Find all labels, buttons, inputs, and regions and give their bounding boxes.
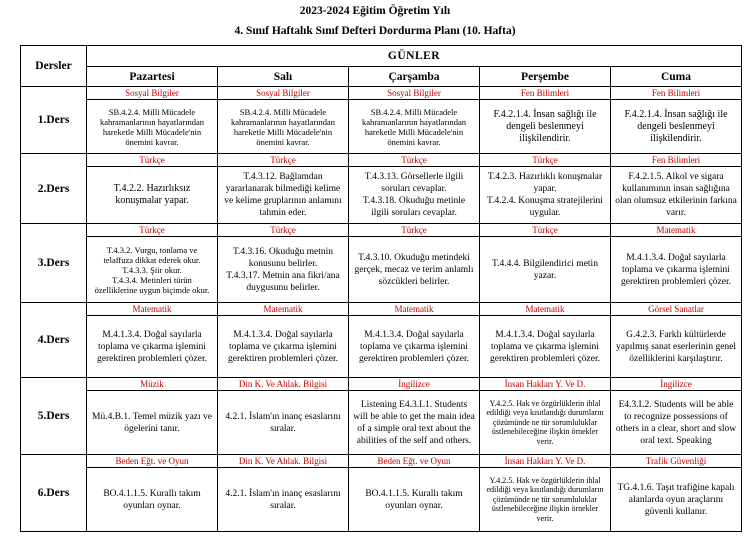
plan-cell bbox=[349, 378, 480, 455]
objective-text: F.4.2.1.4. İnsan sağlığı ile dengeli beslenmeyi ilişkilendirir. bbox=[493, 108, 597, 144]
subject-label: İngilizce bbox=[349, 378, 479, 391]
subject-label: Sosyal Bilgiler bbox=[87, 87, 217, 100]
objective-text: M.4.1.3.4. Doğal sayılarla toplama ve çıkarma işlemini gerektiren problemleri çözer. bbox=[97, 329, 207, 364]
objective-text: T.4.3.12. Bağlamdan yararlanarak bilmediği kelime ve kelime gruplarının anlamını tahmin eder. bbox=[224, 172, 342, 218]
subject-label: Türkçe bbox=[218, 224, 348, 237]
objective-text: T.4.3.10. Okuduğu metindeki gerçek, mecaz ve terim anlamlı sözcükleri belirler. bbox=[354, 252, 474, 287]
lesson-label: 6.Ders bbox=[21, 455, 87, 532]
header-day-monday: Pazartesi bbox=[87, 67, 218, 87]
objective-text: T.4.2.3. Hazırlıklı konuşmalar yapar. T.4.2.4. Konuşma stratejilerini uygular. bbox=[487, 172, 603, 218]
plan-cell bbox=[349, 455, 480, 532]
plan-cell bbox=[218, 87, 349, 154]
plan-cell bbox=[611, 378, 742, 455]
header-day-thursday: Perşembe bbox=[480, 67, 611, 87]
table-row bbox=[21, 154, 742, 224]
lesson-label: 2.Ders bbox=[21, 154, 87, 224]
subject-label: Türkçe bbox=[480, 224, 610, 237]
subject-label: Matematik bbox=[349, 303, 479, 316]
document-subtitle: 4. Sınıf Haftalık Sınıf Defteri Dordurma Planı (10. Hafta) bbox=[234, 25, 516, 37]
objective-text: M.4.1.3.4. Doğal sayılarla toplama ve çıkarma işlemini gerektiren problemleri çözer. bbox=[490, 329, 600, 364]
objective-text: Y.4.2.5. Hak ve özgürlüklerin ihlal edildiği veya kısıtlandığı durumların çözümünde ne tür sorumluluklar üstlenebileceğine ilişkin örnekler verir. bbox=[486, 475, 604, 523]
document-title: 2023-2024 Eğitim Öğretim Yılı bbox=[299, 5, 451, 17]
header-days-group: GÜNLER bbox=[87, 46, 742, 67]
subject-label: Din K. Ve Ahlak. Bilgisi bbox=[218, 455, 348, 468]
header-day-friday: Cuma bbox=[611, 67, 742, 87]
objective-text: 4.2.1. İslam'ın inanç esaslarını sıralar. bbox=[225, 411, 341, 434]
header-day-wednesday: Çarşamba bbox=[349, 67, 480, 87]
subject-label: Türkçe bbox=[87, 224, 217, 237]
objective-text: T.4.2.2. Hazırlıksız konuşmalar yapar. bbox=[113, 183, 191, 206]
subject-label: Fen Bilimleri bbox=[611, 87, 741, 100]
plan-cell bbox=[87, 154, 218, 224]
plan-cell bbox=[480, 87, 611, 154]
subject-label: Din K. Ve Ahlak. Bilgisi bbox=[218, 378, 348, 391]
plan-cell bbox=[218, 378, 349, 455]
plan-cell bbox=[349, 224, 480, 303]
lesson-label: 3.Ders bbox=[21, 224, 87, 303]
header-lessons: Dersler bbox=[21, 46, 87, 87]
subject-label: Türkçe bbox=[349, 154, 479, 167]
objective-text: TG.4.1.6. Taşıt trafiğine kapalı alanlarda oyun araçlarını güvenli kullanır. bbox=[617, 482, 735, 517]
plan-cell bbox=[218, 154, 349, 224]
objective-text: G.4.2.3. Farklı kültürlerde yapılmış sanat eserlerinin genel özelliklerini karşılaştırır. bbox=[615, 329, 737, 364]
subject-label: Müzik bbox=[87, 378, 217, 391]
subject-label: Türkçe bbox=[87, 154, 217, 167]
plan-cell bbox=[218, 224, 349, 303]
plan-cell bbox=[349, 154, 480, 224]
subject-label: Beden Eğt. ve Oyun bbox=[87, 455, 217, 468]
plan-cell bbox=[611, 154, 742, 224]
plan-cell bbox=[480, 455, 611, 532]
objective-text: E4.3.L2. Students will be able to recognize possessions of others in a clear, short and slow oral text. Speaking bbox=[615, 399, 737, 446]
objective-text: Y.4.2.5. Hak ve özgürlüklerin ihlal edildiği veya kısıtlandığı durumların çözümünde ne tür sorumluluklar üstlenebileceğine ilişkin örnekler verir. bbox=[486, 398, 604, 446]
lesson-label: 5.Ders bbox=[21, 378, 87, 455]
plan-cell bbox=[87, 87, 218, 154]
lesson-label: 4.Ders bbox=[21, 303, 87, 378]
subject-label: Türkçe bbox=[480, 154, 610, 167]
plan-cell bbox=[480, 224, 611, 303]
plan-cell bbox=[87, 303, 218, 378]
plan-cell bbox=[611, 455, 742, 532]
plan-cell bbox=[349, 303, 480, 378]
plan-cell bbox=[480, 154, 611, 224]
objective-text: M.4.1.3.4. Doğal sayılarla toplama ve çıkarma işlemini gerektiren problemleri çözer. bbox=[621, 252, 731, 287]
table-row bbox=[21, 87, 742, 154]
subject-label: Beden Eğt. ve Oyun bbox=[349, 455, 479, 468]
objective-text: BO.4.1.1.5. Kurallı takım oyunları oynar. bbox=[103, 488, 201, 511]
subject-label: Sosyal Bilgiler bbox=[349, 87, 479, 100]
plan-cell bbox=[87, 378, 218, 455]
subject-label: Trafik Güvenliği bbox=[611, 455, 741, 468]
plan-cell bbox=[349, 87, 480, 154]
objective-text: T.4.3.13. Görsellerle ilgili soruları cevaplar. T.4.3.18. Okuduğu metinle ilgili soruları cevaplar. bbox=[362, 172, 466, 218]
objective-text: SB.4.2.4. Milli Mücadele kahramanlarının hayatlarından hareketle Milli Mücadele'nin önemini kavrar. bbox=[99, 106, 205, 147]
weekly-plan-table bbox=[20, 45, 742, 532]
table-row bbox=[21, 303, 742, 378]
subject-label: Matematik bbox=[87, 303, 217, 316]
objective-text: T.4.4.4. Bilgilendirici metin yazar. bbox=[492, 258, 598, 281]
objective-text: T.4.3.16. Okuduğu metnin konusunu belirler. T.4.3.17. Metnin ana fikri/ana duygusunu belirler. bbox=[226, 246, 340, 293]
objective-text: BO.4.1.1.5. Kurallı takım oyunları oynar. bbox=[365, 488, 463, 511]
subject-label: Fen Bilimleri bbox=[611, 154, 741, 167]
plan-cell bbox=[218, 303, 349, 378]
table-row bbox=[21, 455, 742, 532]
objective-text: M.4.1.3.4. Doğal sayılarla toplama ve çıkarma işlemini gerektiren problemleri çözer. bbox=[359, 329, 469, 364]
table-row bbox=[21, 224, 742, 303]
plan-cell bbox=[480, 378, 611, 455]
objective-text: M.4.1.3.4. Doğal sayılarla toplama ve çıkarma işlemini gerektiren problemleri çözer. bbox=[228, 329, 338, 364]
subject-label: İnsan Hakları Y. Ve D. bbox=[480, 378, 610, 391]
subject-label: Fen Bilimleri bbox=[480, 87, 610, 100]
subject-label: Matematik bbox=[480, 303, 610, 316]
subject-label: Türkçe bbox=[218, 154, 348, 167]
objective-text: T.4.3.2. Vurgu, tonlama ve telaffuza dikkat ederek okur. T.4.3.3. Şiir okur. T.4.3.4. Metinleri türün özelliklerine uygun biçimde okur. bbox=[94, 244, 210, 295]
subject-label: Sosyal Bilgiler bbox=[218, 87, 348, 100]
plan-cell bbox=[480, 303, 611, 378]
objective-text: SB.4.2.4. Milli Mücadele kahramanlarının hayatlarından hareketle Milli Mücadele'nin önemini kavrar. bbox=[361, 106, 467, 147]
objective-text: SB.4.2.4. Milli Mücadele kahramanlarının hayatlarından hareketle Milli Mücadele'nin önemini kavrar. bbox=[230, 106, 336, 147]
subject-label: Görsel Sanatlar bbox=[611, 303, 741, 316]
table-row bbox=[21, 378, 742, 455]
objective-text: Listening E4.3.L1. Students will be able to get the main idea of a simple oral text about the abilities of the self and others. bbox=[353, 399, 475, 446]
objective-text: 4.2.1. İslam'ın inanç esaslarını sıralar. bbox=[225, 488, 341, 511]
plan-cell bbox=[218, 455, 349, 532]
subject-label: İnsan Hakları Y. Ve D. bbox=[480, 455, 610, 468]
subject-label: Türkçe bbox=[349, 224, 479, 237]
plan-cell bbox=[87, 455, 218, 532]
lesson-label: 1.Ders bbox=[21, 87, 87, 154]
objective-text: Mü.4.B.1. Temel müzik yazı ve ögelerini tanır. bbox=[92, 411, 212, 434]
plan-cell bbox=[611, 87, 742, 154]
objective-text: F.4.2.1.4. İnsan sağlığı ile dengeli beslenmeyi ilişkilendirir. bbox=[624, 108, 728, 144]
subject-label: Matematik bbox=[218, 303, 348, 316]
objective-text: F.4.2.1.5. Alkol ve sigara kullanımının insan sağlığına olan olumsuz etkilerinin farkına varır. bbox=[615, 172, 737, 218]
plan-cell bbox=[611, 303, 742, 378]
header-day-tuesday: Salı bbox=[218, 67, 349, 87]
plan-cell bbox=[611, 224, 742, 303]
subject-label: Matematik bbox=[611, 224, 741, 237]
subject-label: İngilizce bbox=[611, 378, 741, 391]
plan-cell bbox=[87, 224, 218, 303]
